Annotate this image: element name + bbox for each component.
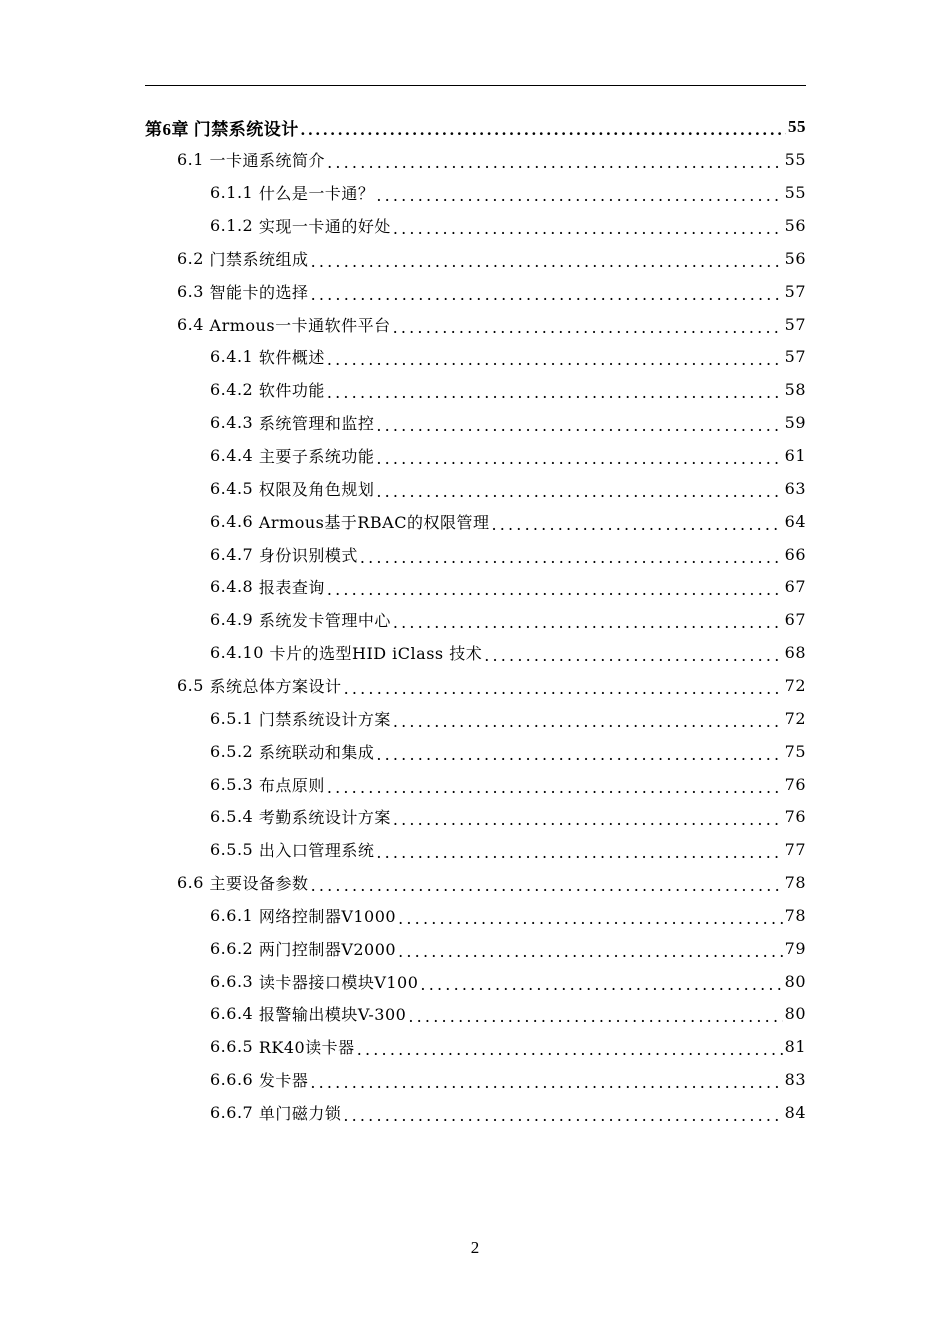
toc-dot-leader xyxy=(376,745,782,764)
toc-dot-leader xyxy=(327,153,783,172)
toc-entry[interactable] xyxy=(210,1031,806,1063)
toc-entry-number: 6.4.4 xyxy=(210,446,254,465)
toc-entry-number: 6.6.3 xyxy=(210,971,254,991)
toc-entry-number: 6.1.1 xyxy=(210,183,254,203)
toc-entry-page: 66 xyxy=(784,544,806,564)
toc-dot-leader xyxy=(393,613,783,632)
toc-dot-leader xyxy=(376,186,782,205)
toc-entry-number: 6.5 xyxy=(177,675,204,695)
toc-entry-title: 门禁系统设计 xyxy=(193,119,299,139)
toc-dot-leader xyxy=(357,1040,783,1059)
toc-dot-leader xyxy=(343,1106,782,1125)
toc-dot-leader xyxy=(484,646,782,665)
toc-entry-page: 84 xyxy=(784,1103,806,1122)
toc-entry[interactable] xyxy=(177,308,806,340)
toc-dot-leader xyxy=(311,252,783,271)
toc-entry[interactable] xyxy=(210,440,806,472)
toc-entry-page: 77 xyxy=(784,840,806,860)
toc-entry[interactable] xyxy=(210,965,806,997)
toc-entry-page: 56 xyxy=(784,216,806,236)
toc-entry-title: 发卡器 xyxy=(258,1071,309,1091)
toc-dot-leader xyxy=(327,778,783,797)
toc-entry[interactable] xyxy=(210,341,806,373)
toc-entry-page: 63 xyxy=(784,478,806,498)
toc-entry-page: 75 xyxy=(784,741,806,761)
toc-entry-title: 报警输出模块V-300 xyxy=(258,1005,407,1025)
toc-dot-leader xyxy=(398,942,783,961)
toc-dot-leader xyxy=(344,679,783,698)
toc-entry-number: 第6章 xyxy=(145,119,189,139)
toc-entry-number: 6.5.1 xyxy=(210,708,254,728)
toc-entry[interactable] xyxy=(210,899,806,931)
toc-entry-title: RK40读卡器 xyxy=(258,1038,355,1058)
toc-entry-number: 6.4.9 xyxy=(210,610,254,630)
toc-entry-number: 6.5.4 xyxy=(210,807,254,827)
toc-entry[interactable] xyxy=(210,604,806,636)
toc-dot-leader xyxy=(376,843,782,862)
toc-dot-leader xyxy=(420,975,782,994)
toc-entry[interactable] xyxy=(210,801,806,833)
toc-entry-page: 58 xyxy=(784,380,806,400)
toc-dot-leader xyxy=(376,482,782,501)
toc-entry[interactable] xyxy=(145,111,806,143)
toc-entry[interactable] xyxy=(177,242,806,274)
toc-dot-leader xyxy=(310,1073,782,1092)
toc-entry[interactable] xyxy=(177,867,806,899)
toc-entry[interactable] xyxy=(210,1064,806,1096)
toc-entry-title: 单门磁力锁 xyxy=(258,1104,342,1123)
toc-dot-leader xyxy=(376,449,782,468)
toc-entry-number: 6.6.6 xyxy=(210,1070,254,1090)
toc-entry-page: 72 xyxy=(784,675,806,695)
toc-dot-leader xyxy=(393,712,783,731)
toc-entry[interactable] xyxy=(210,1097,806,1129)
toc-entry-page: 80 xyxy=(784,971,806,991)
toc-entry-page: 57 xyxy=(784,281,806,301)
toc-entry-number: 6.4.5 xyxy=(210,478,254,498)
toc-entry-number: 6.4.8 xyxy=(210,577,254,597)
toc-entry-page: 81 xyxy=(784,1037,806,1057)
toc-entry-page: 55 xyxy=(784,183,806,203)
toc-entry-title: 软件功能 xyxy=(258,381,325,401)
toc-entry-title: 两门控制器V2000 xyxy=(258,939,397,959)
page-number: 2 xyxy=(470,1238,480,1257)
toc-entry-number: 6.6.4 xyxy=(210,1004,254,1024)
toc-entry-page: 79 xyxy=(784,938,806,958)
toc-entry-page: 80 xyxy=(784,1004,806,1024)
toc-entry-page: 72 xyxy=(784,708,806,728)
toc-entry-title: 系统管理和监控 xyxy=(258,414,375,434)
toc-entry-title: 什么是一卡通？ xyxy=(258,184,375,204)
toc-entry-number: 6.4.10 xyxy=(210,643,264,663)
toc-entry-title: 读卡器接口模块V100 xyxy=(258,972,419,992)
toc-entry-title: 主要设备参数 xyxy=(209,874,309,894)
toc-entry-number: 6.4.3 xyxy=(210,413,254,433)
toc-entry-number: 6.3 xyxy=(177,281,204,301)
toc-entry-page: 55 xyxy=(788,117,806,136)
toc-entry[interactable] xyxy=(210,210,806,242)
toc-entry-number: 6.4 xyxy=(177,314,204,334)
toc-dot-leader xyxy=(393,318,783,337)
toc-entry-number: 6.6 xyxy=(177,873,204,893)
toc-entry-number: 6.6.1 xyxy=(210,905,254,925)
toc-entry-page: 78 xyxy=(784,905,806,925)
toc-entry-title: 实现一卡通的好处 xyxy=(258,217,391,237)
toc-dot-leader xyxy=(327,350,783,369)
toc-entry[interactable] xyxy=(177,669,806,701)
toc-entry[interactable] xyxy=(210,538,806,570)
toc-entry-number: 6.1.2 xyxy=(210,216,254,236)
toc-entry-page: 67 xyxy=(784,610,806,630)
toc-entry-number: 6.2 xyxy=(177,248,204,268)
toc-entry-title: Armous一卡通软件平台 xyxy=(209,315,391,335)
toc-dot-leader xyxy=(327,580,783,599)
toc-entry-title: 权限及角色规划 xyxy=(258,479,375,499)
toc-entry-title: 报表查询 xyxy=(258,578,325,598)
toc-dot-leader xyxy=(408,1007,782,1026)
toc-entry-number: 6.6.5 xyxy=(210,1037,254,1057)
toc-entry-page: 56 xyxy=(784,248,806,268)
toc-entry[interactable] xyxy=(210,177,806,209)
toc-entry-number: 6.4.2 xyxy=(210,380,254,400)
toc-entry-title: 考勤系统设计方案 xyxy=(258,808,391,828)
toc-entry-title: 主要子系统功能 xyxy=(258,447,375,466)
toc-entry-page: 76 xyxy=(784,774,806,794)
toc-dot-leader xyxy=(327,383,783,402)
toc-entry-page: 67 xyxy=(784,577,806,597)
toc-entry-title: 系统总体方案设计 xyxy=(209,676,342,696)
toc-entry[interactable] xyxy=(210,735,806,767)
header-rule xyxy=(145,85,806,86)
toc-entry[interactable] xyxy=(210,702,806,734)
toc-dot-leader xyxy=(311,876,783,895)
toc-entry-title: 系统联动和集成 xyxy=(258,742,375,762)
toc-entry-page: 59 xyxy=(784,413,806,433)
toc-dot-leader xyxy=(393,810,783,829)
toc-entry-page: 68 xyxy=(784,643,806,663)
toc-entry-number: 6.5.2 xyxy=(210,741,254,761)
toc-entry[interactable] xyxy=(177,144,806,176)
toc-entry-page: 83 xyxy=(784,1070,806,1090)
toc-entry-page: 61 xyxy=(784,446,806,465)
toc-entry[interactable] xyxy=(210,998,806,1030)
toc-entry-title: 出入口管理系统 xyxy=(258,841,375,861)
toc-entry[interactable] xyxy=(210,932,806,964)
toc-entry-number: 6.5.5 xyxy=(210,840,254,860)
toc-entry[interactable] xyxy=(210,571,806,603)
toc-entry-number: 6.6.2 xyxy=(210,938,254,958)
toc-entry-title: 系统发卡管理中心 xyxy=(258,611,391,631)
toc-dot-leader xyxy=(398,909,783,928)
toc-entry-page: 76 xyxy=(784,807,806,827)
toc-entry[interactable] xyxy=(210,834,806,866)
toc-dot-leader xyxy=(360,548,783,567)
toc-dot-leader xyxy=(376,416,782,435)
toc-dot-leader xyxy=(393,219,783,238)
toc-entry-page: 78 xyxy=(784,873,806,893)
toc-entry-title: 身份识别模式 xyxy=(258,545,358,565)
toc-entry-number: 6.4.1 xyxy=(210,347,254,367)
toc-entry-number: 6.4.7 xyxy=(210,544,254,564)
toc-entry-page: 57 xyxy=(784,347,806,367)
toc-entry-page: 64 xyxy=(784,511,806,531)
toc-entry-number: 6.5.3 xyxy=(210,774,254,794)
toc-dot-leader xyxy=(491,515,782,534)
toc-entry-number: 6.6.7 xyxy=(210,1103,254,1122)
toc-entry-title: 一卡通系统简介 xyxy=(209,151,326,171)
toc-entry-title: 智能卡的选择 xyxy=(209,282,309,302)
toc-dot-leader xyxy=(311,285,783,304)
toc-entry-page: 57 xyxy=(784,314,806,334)
toc-entry-number: 6.1 xyxy=(177,150,204,170)
toc-entry[interactable] xyxy=(210,407,806,439)
toc-entry-title: 门禁系统组成 xyxy=(209,249,309,269)
toc-entry-title: 软件概述 xyxy=(258,348,325,368)
toc-entry-title: 网络控制器V1000 xyxy=(258,906,397,926)
toc-entry[interactable] xyxy=(210,768,806,800)
toc-entry[interactable] xyxy=(177,275,806,307)
toc-entry[interactable] xyxy=(210,637,806,669)
toc-entry-title: Armous基于RBAC的权限管理 xyxy=(258,512,490,532)
toc-entry-title: 布点原则 xyxy=(258,775,325,795)
toc-entry-number: 6.4.6 xyxy=(210,511,254,531)
toc-entry[interactable] xyxy=(210,472,806,504)
toc-entry-title: 卡片的选型HID iClass 技术 xyxy=(269,644,483,664)
toc-entry-title: 门禁系统设计方案 xyxy=(258,709,391,729)
toc-entry-page: 55 xyxy=(784,150,806,170)
toc-dot-leader xyxy=(301,120,786,140)
toc-entry[interactable] xyxy=(210,505,806,537)
toc-entry[interactable] xyxy=(210,374,806,406)
